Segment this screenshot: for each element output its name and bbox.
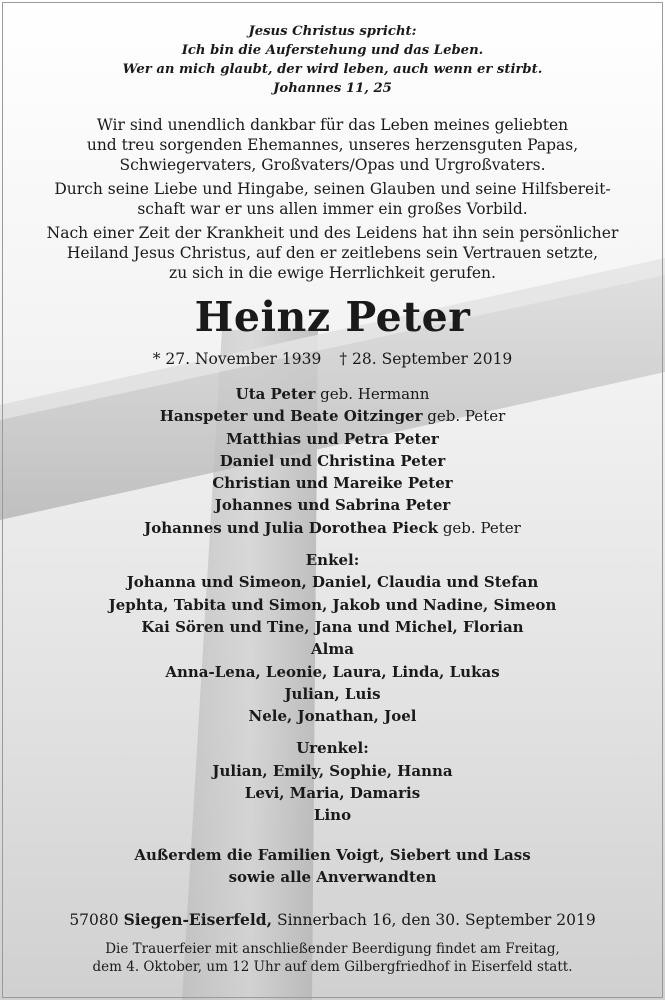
great-grandchildren-heading: Urenkel: (296, 739, 369, 758)
place-and-date (0, 910, 665, 930)
funeral-info (0, 940, 665, 976)
family-member: Matthias und Petra Peter (226, 429, 439, 448)
family-member: Johannes und Sabrina Peter (214, 496, 451, 515)
paragraph-line: und treu sorgenden Ehemannes, unseres herzensguten Papas, (86, 136, 579, 154)
great-grandchildren-line: Julian, Emily, Sophie, Hanna (212, 761, 453, 780)
postal-code: 57080 (69, 911, 119, 930)
paragraph-line: Heiland Jesus Christus, auf den er zeitlebens sein Vertrauen setzte, (66, 244, 599, 262)
grandchildren-line: Kai Sören und Tine, Jana und Michel, Florian (141, 617, 524, 636)
birth-date: * 27. November 1939 (152, 350, 322, 368)
family-member: Johannes und Julia Dorothea Pieck geb. Peter (144, 518, 521, 537)
passing-paragraph (0, 223, 665, 283)
great-grandchildren-list (0, 737, 665, 826)
grandchildren-line: Nele, Jonathan, Joel (248, 707, 417, 726)
great-grandchildren-line: Levi, Maria, Damaris (244, 784, 421, 803)
family-list (0, 383, 665, 539)
great-grandchildren-line: Lino (313, 806, 352, 825)
gratitude-paragraph (0, 115, 665, 175)
paragraph-line: Wir sind unendlich dankbar für das Leben meines geliebten (96, 116, 569, 134)
paragraph-line: Durch seine Liebe und Hingabe, seinen Glauben und seine Hilfsbereit- (54, 180, 611, 198)
verse-line: Jesus Christus spricht: (248, 24, 417, 39)
town: Siegen-Eiserfeld, (123, 910, 273, 930)
grandchildren-line: Alma (311, 640, 354, 659)
role-model-paragraph (0, 179, 665, 219)
family-member: Daniel und Christina Peter (219, 451, 446, 470)
funeral-line: Die Trauerfeier mit anschließender Beerdigung findet am Freitag, (105, 941, 560, 958)
other-relatives-line: sowie alle Anverwandten (228, 867, 437, 886)
paragraph-line: schaft war er uns allen immer ein großes Vorbild. (137, 200, 528, 218)
other-relatives-line: Außerdem die Familien Voigt, Siebert und Lass (134, 845, 531, 864)
grandchildren-list (0, 549, 665, 727)
paragraph-line: zu sich in die ewige Herrlichkeit gerufen. (169, 264, 496, 282)
family-member: Uta Peter geb. Hermann (235, 385, 430, 403)
family-member: Christian und Mareike Peter (212, 474, 453, 493)
verse-line: Ich bin die Auferstehung und das Leben. (181, 43, 484, 58)
grandchildren-heading: Enkel: (305, 551, 360, 570)
paragraph-line: Nach einer Zeit der Krankheit und des Leidens hat ihn sein persönlicher (46, 224, 619, 242)
other-relatives (0, 844, 665, 889)
funeral-line: dem 4. Oktober, um 12 Uhr auf dem Gilbergfriedhof in Eiserfeld statt. (92, 959, 573, 976)
verse-reference: Johannes 11, 25 (273, 81, 392, 96)
grandchildren-line: Anna-Lena, Leonie, Laura, Linda, Lukas (165, 662, 500, 681)
bible-verse (0, 22, 665, 98)
deceased-name: Heinz Peter (194, 293, 471, 341)
grandchildren-line: Julian, Luis (284, 684, 381, 703)
life-dates (0, 349, 665, 369)
verse-line: Wer an mich glaubt, der wird leben, auch wenn er stirbt. (122, 62, 543, 77)
grandchildren-line: Johanna und Simeon, Daniel, Claudia und Stefan (126, 573, 539, 592)
address-and-date: Sinnerbach 16, den 30. September 2019 (272, 911, 596, 930)
paragraph-line: Schwiegervaters, Großvaters/Opas und Urgroßvaters. (119, 156, 546, 174)
grandchildren-line: Jephta, Tabita und Simon, Jakob und Nadine, Simeon (108, 595, 557, 614)
death-date: † 28. September 2019 (339, 350, 513, 368)
family-member: Hanspeter und Beate Oitzinger geb. Peter (159, 407, 506, 426)
